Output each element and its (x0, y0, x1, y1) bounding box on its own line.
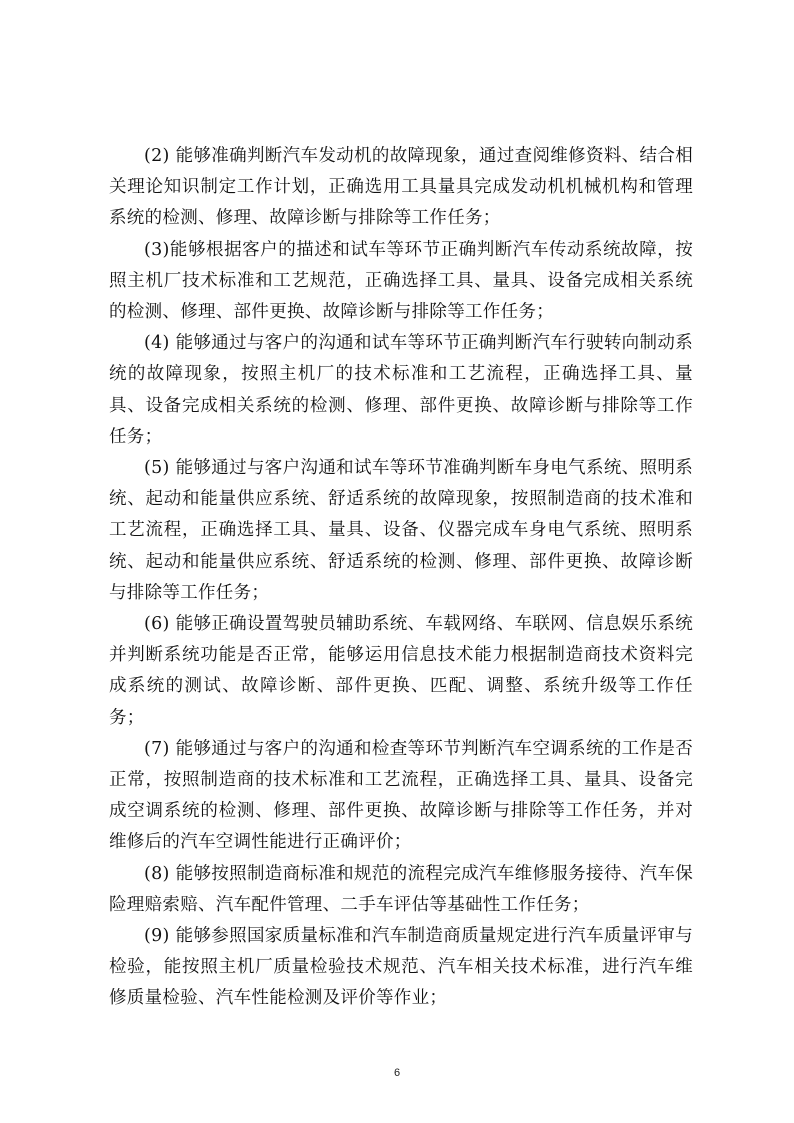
document-body (109, 141, 693, 1015)
paragraph-item-7: (7) 能够通过与客户的沟通和检查等环节判断汽车空调系统的工作是否正常，按照制造商的技术标准和工艺流程，正确选择工具、量具、设备完成空调系统的检测、修理、部件更换、故障诊断与排除等工作任务，并对维修后的汽车空调性能进行正确评价； (109, 738, 693, 853)
paragraph-item-6: (6) 能够正确设置驾驶员辅助系统、车载网络、车联网、信息娱乐系统并判断系统功能是否正常，能够运用信息技术能力根据制造商技术资料完成系统的测试、故障诊断、部件更换、匹配、调整、系统升级等工作任务； (109, 614, 693, 728)
paragraph-item-3: (3)能够根据客户的描述和试车等环节正确判断汽车传动系统故障，按照主机厂技术标准和工艺规范，正确选择工具、量具、设备完成相关系统的检测、修理、部件更换、故障诊断与排除等工作任务； (109, 239, 693, 323)
page-number: 6 (393, 1067, 401, 1079)
paragraph-item-8: (8) 能够按照制造商标准和规范的流程完成汽车维修服务接待、汽车保险理赔索赔、汽车配件管理、二手车评估等基础性工作任务； (109, 863, 693, 915)
paragraph-item-2: (2) 能够准确判断汽车发动机的故障现象，通过查阅维修资料、结合相关理论知识制定工作计划，正确选用工具量具完成发动机机械机构和管理系统的检测、修理、故障诊断与排除等工作任务； (109, 146, 693, 229)
paragraph-item-9: (9) 能够参照国家质量标准和汽车制造商质量规定进行汽车质量评审与检验，能按照主机厂质量检验技术规范、汽车相关技术标准，进行汽车维修质量检验、汽车性能检测及评价等作业； (109, 926, 693, 1009)
paragraph-item-4: (4) 能够通过与客户的沟通和试车等环节正确判断汽车行驶转向制动系统的故障现象，按照主机厂的技术标准和工艺流程，正确选择工具、量具、设备完成相关系统的检测、修理、部件更换、故障诊断与排除等工作任务； (109, 333, 693, 447)
paragraph-item-5: (5) 能够通过与客户沟通和试车等环节准确判断车身电气系统、照明系统、起动和能量供应系统、舒适系统的故障现象，按照制造商的技术准和工艺流程，正确选择工具、量具、设备、仪器完成车身电气系统、照明系统、起动和能量供应系统、舒适系统的检测、修理、部件更换、故障诊断与排除等工作任务； (109, 458, 693, 603)
